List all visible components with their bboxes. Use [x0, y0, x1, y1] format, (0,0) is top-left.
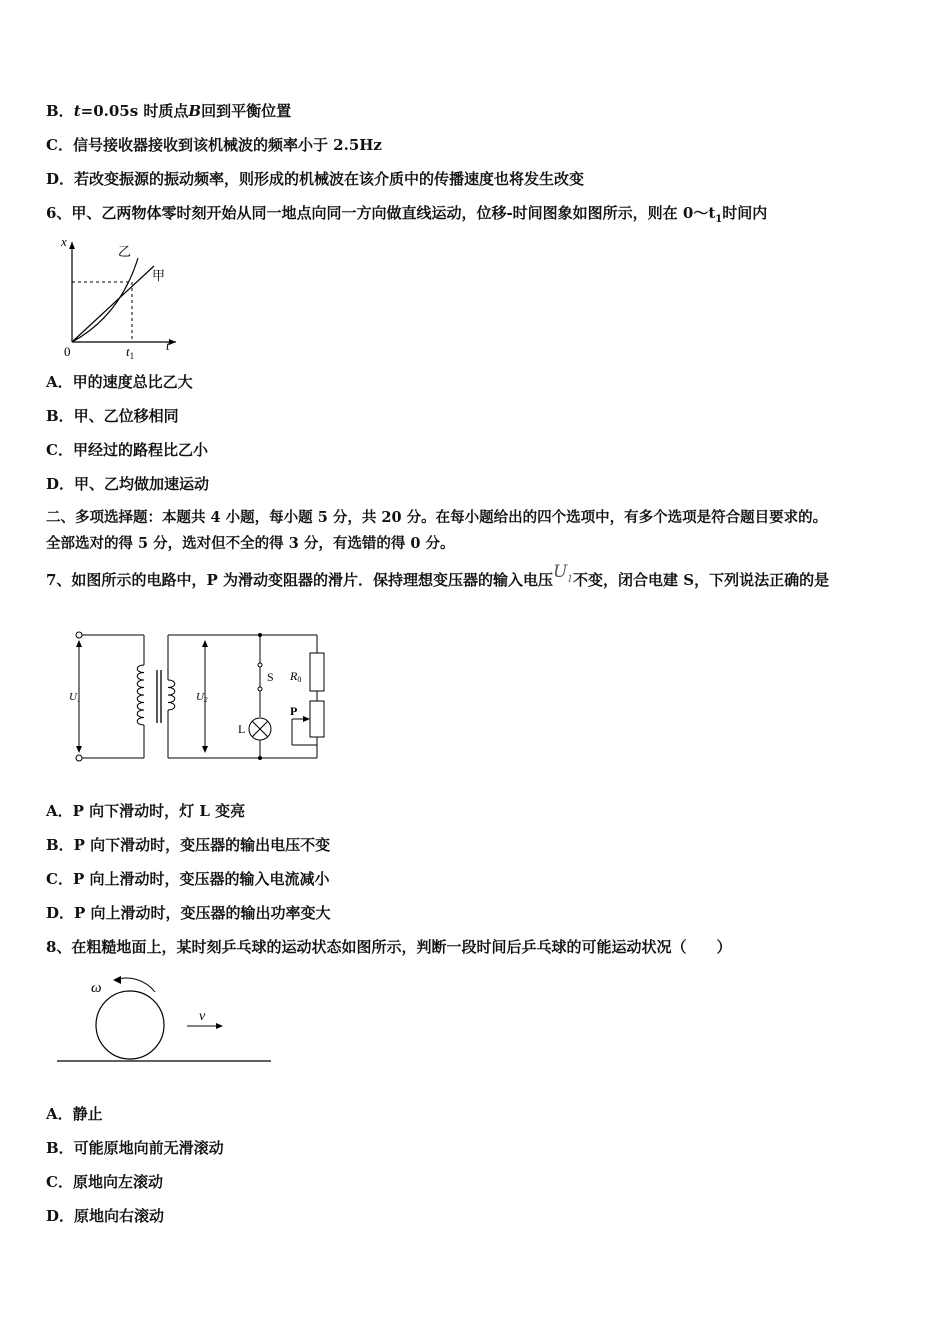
- x-label: x: [61, 234, 67, 249]
- v-label: v: [199, 1009, 206, 1024]
- u1-symbol: $U_1$: [552, 562, 574, 585]
- terminal-bottom: [76, 755, 82, 761]
- q6-stem: 6、甲、乙两物体零时刻开始从同一地点向同一方向做直线运动，位移-时间图象如图所示，则在 $0\sim t_1$时间内: [46, 204, 768, 225]
- r0-resistor: [310, 653, 324, 691]
- t1-label: $t_1$: [126, 344, 135, 361]
- switch-contact-bottom: [258, 687, 262, 691]
- q6-xt-graph: [54, 232, 184, 362]
- lamp-label: L: [238, 722, 246, 736]
- q6-option-a: A．甲的速度总比乙大: [46, 373, 193, 391]
- q5-option-d: D．若改变振源的振动频率，则形成的机械波在该介质中的传播速度也将发生改变: [46, 170, 585, 188]
- r0-label: R0: [290, 669, 302, 684]
- q8-stem: 8、在粗糙地面上，某时刻乒乓球的运动状态如图所示，判断一段时间后乒乓球的可能运动状况（ ）: [46, 938, 732, 956]
- origin-label: 0: [64, 344, 71, 359]
- q8-option-c: C．原地向左滚动: [46, 1173, 163, 1191]
- q7-option-a: A．P 向下滑动时，灯 L 变亮: [46, 802, 246, 820]
- u1-label: U1: [69, 691, 81, 704]
- section2-line2: 全部选对的得 5 分，选对但不全的得 3 分，有选错的得 0 分。: [46, 535, 455, 552]
- q7-stem: 7、如图所示的电路中，P 为滑动变阻器的滑片．保持理想变压器的输入电压$U_1$不变，闭合电建 S，下列说法正确的是: [46, 562, 830, 589]
- q8-option-a: A．静止: [46, 1105, 103, 1123]
- q6-option-c: C．甲经过的路程比乙小: [46, 441, 208, 459]
- q6-option-b: B．甲、乙位移相同: [46, 407, 179, 425]
- q6-option-d: D．甲、乙均做加速运动: [46, 475, 210, 493]
- section2-line1: 二、多项选择题：本题共 4 小题，每小题 5 分，共 20 分。在每小题给出的四个选项中，有多个选项是符合题目要求的。: [46, 509, 828, 526]
- q8-option-b: B．可能原地向前无滑滚动: [46, 1139, 224, 1157]
- switch-label: S: [267, 670, 274, 684]
- q8-ball-diagram: [55, 970, 275, 1070]
- secondary-coil: [168, 680, 175, 710]
- q8-option-d: D．原地向右滚动: [46, 1207, 165, 1225]
- rheostat: [310, 701, 324, 737]
- q7-option-b: B．P 向下滑动时，变压器的输出电压不变: [46, 836, 331, 854]
- ping-pong-ball: [96, 991, 164, 1059]
- terminal-top: [76, 632, 82, 638]
- slider-label: P: [290, 704, 298, 718]
- q7-option-c: C．P 向上滑动时，变压器的输入电流减小: [46, 870, 330, 888]
- t-label: t: [166, 338, 170, 353]
- x-axis-arrow: [69, 242, 75, 249]
- switch-contact-top: [258, 663, 262, 667]
- jia-label: 甲: [152, 268, 166, 283]
- yi-label: 乙: [118, 244, 132, 259]
- q7-option-d: D．P 向上滑动时，变压器的输出功率变大: [46, 904, 331, 922]
- primary-coil: [137, 665, 144, 725]
- curve-yi: [72, 258, 138, 342]
- t-axis-arrow: [169, 339, 176, 345]
- omega-label: ω: [91, 980, 102, 996]
- q5-option-c: C．信号接收器接收到该机械波的频率小于 2.5Hz: [46, 136, 382, 154]
- q5-option-b: B．t=0.05s 时质点B回到平衡位置: [46, 102, 292, 120]
- line-jia: [72, 266, 154, 342]
- u2-label: U2: [196, 691, 208, 704]
- q7-circuit-diagram: [64, 625, 334, 770]
